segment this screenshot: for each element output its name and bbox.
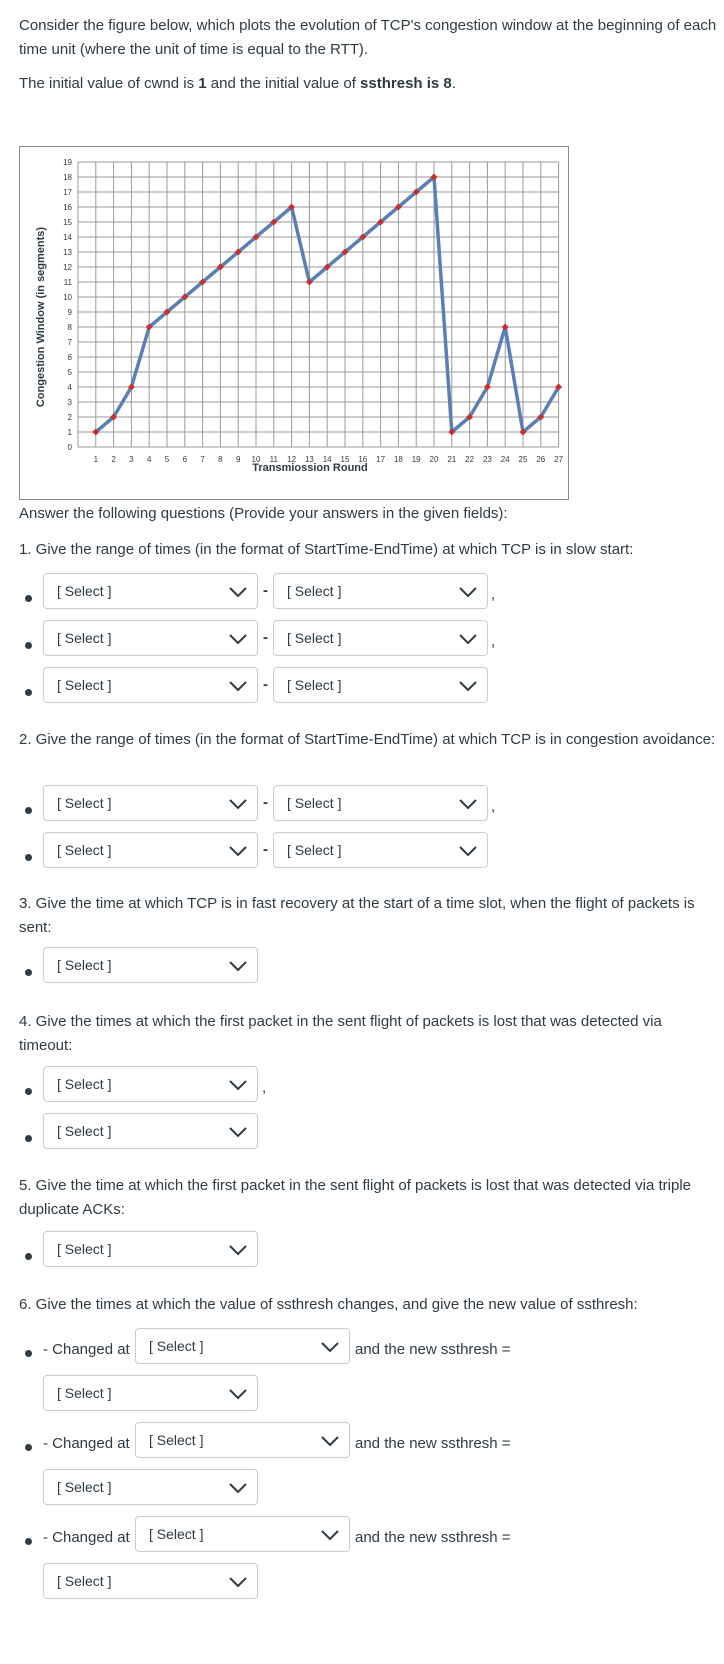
chevron-down-icon bbox=[227, 584, 249, 600]
changed-at-label: - Changed at bbox=[43, 1529, 130, 1546]
cwnd-chart-frame bbox=[19, 146, 569, 500]
y-tick-label: 7 bbox=[67, 338, 72, 347]
chevron-down-icon bbox=[227, 1242, 249, 1258]
x-tick-label: 2 bbox=[111, 455, 116, 464]
bullet bbox=[25, 689, 32, 696]
y-tick-label: 10 bbox=[63, 293, 72, 302]
chevron-down-icon bbox=[457, 678, 479, 694]
question-5: 5. Give the time at which the first packet in the sent flight of packets is lost that was detected via triple duplicate ACKs: bbox=[19, 1177, 691, 1218]
cwnd-chart bbox=[20, 147, 568, 499]
q2-start-select-2[interactable]: [ Select ] bbox=[43, 832, 258, 868]
y-tick-label: 13 bbox=[63, 248, 72, 257]
q1-start-select-2[interactable]: [ Select ] bbox=[43, 620, 258, 656]
chevron-down-icon bbox=[227, 1077, 249, 1093]
x-tick-label: 20 bbox=[429, 455, 439, 464]
bullet bbox=[25, 969, 32, 976]
q6-value-select-2[interactable]: [ Select ] bbox=[43, 1469, 258, 1505]
q2-start-select-1[interactable]: [ Select ] bbox=[43, 785, 258, 821]
chevron-down-icon bbox=[227, 796, 249, 812]
new-ssthresh-label: and the new ssthresh = bbox=[355, 1341, 511, 1358]
chevron-down-icon bbox=[227, 678, 249, 694]
x-tick-label: 13 bbox=[304, 455, 314, 464]
q1-end-select-2[interactable]: [ Select ] bbox=[273, 620, 488, 656]
y-tick-label: 16 bbox=[63, 203, 72, 212]
q3-select[interactable]: [ Select ] bbox=[43, 947, 258, 983]
ssthresh-initial-label: ssthresh is 8 bbox=[360, 75, 452, 92]
y-tick-label: 1 bbox=[67, 428, 72, 437]
chevron-down-icon bbox=[457, 843, 479, 859]
x-tick-label: 14 bbox=[322, 455, 332, 464]
question-3: 3. Give the time at which TCP is in fast recovery at the start of a time slot, when the flight of packets is sent: bbox=[19, 895, 695, 936]
x-tick-label: 16 bbox=[358, 455, 368, 464]
chevron-down-icon bbox=[319, 1339, 341, 1355]
chevron-down-icon bbox=[227, 631, 249, 647]
question-1: 1. Give the range of times (in the format of StartTime-EndTime) at which TCP is in slow start: bbox=[19, 541, 634, 558]
x-tick-label: 10 bbox=[251, 455, 261, 464]
y-tick-label: 19 bbox=[63, 158, 72, 167]
range-dash: - bbox=[263, 794, 268, 811]
chevron-down-icon bbox=[227, 1124, 249, 1140]
x-tick-label: 21 bbox=[447, 455, 457, 464]
bullet bbox=[25, 1350, 32, 1357]
instructions-text: Answer the following questions (Provide your answers in the given fields): bbox=[19, 505, 508, 522]
x-tick-label: 4 bbox=[146, 455, 152, 464]
q2-end-select-1[interactable]: [ Select ] bbox=[273, 785, 488, 821]
bullet bbox=[25, 1088, 32, 1095]
separator-comma: , bbox=[262, 1079, 267, 1096]
y-tick-label: 5 bbox=[67, 368, 72, 377]
separator-comma: , bbox=[491, 798, 496, 815]
x-tick-label: 15 bbox=[340, 455, 350, 464]
chevron-down-icon bbox=[227, 843, 249, 859]
x-tick-label: 6 bbox=[182, 455, 188, 464]
bullet bbox=[25, 854, 32, 861]
bullet bbox=[25, 1253, 32, 1260]
q1-start-select-3[interactable]: [ Select ] bbox=[43, 667, 258, 703]
changed-at-label: - Changed at bbox=[43, 1435, 130, 1452]
chevron-down-icon bbox=[319, 1433, 341, 1449]
q1-end-select-1[interactable]: [ Select ] bbox=[273, 573, 488, 609]
y-tick-label: 12 bbox=[63, 263, 72, 272]
q6-time-select-1[interactable]: [ Select ] bbox=[135, 1328, 350, 1364]
q6-value-select-1[interactable]: [ Select ] bbox=[43, 1375, 258, 1411]
x-tick-label: 24 bbox=[500, 455, 510, 464]
chevron-down-icon bbox=[227, 1480, 249, 1496]
separator-comma: , bbox=[491, 586, 496, 603]
separator-comma: , bbox=[491, 633, 496, 650]
range-dash: - bbox=[263, 676, 268, 693]
chevron-down-icon bbox=[457, 796, 479, 812]
bullet bbox=[25, 807, 32, 814]
q4-select-2[interactable]: [ Select ] bbox=[43, 1113, 258, 1149]
question-4: 4. Give the times at which the first packet in the sent flight of packets is lost that was detected via timeout: bbox=[19, 1013, 662, 1054]
y-tick-label: 18 bbox=[63, 173, 72, 182]
chevron-down-icon bbox=[227, 1386, 249, 1402]
x-tick-label: 17 bbox=[376, 455, 386, 464]
y-tick-label: 15 bbox=[63, 218, 72, 227]
y-axis-title: Congestion Window (in segments) bbox=[35, 226, 47, 408]
cwnd-initial-value: 1 bbox=[198, 75, 207, 92]
q6-time-select-3[interactable]: [ Select ] bbox=[135, 1516, 350, 1552]
x-tick-label: 23 bbox=[482, 455, 492, 464]
bullet bbox=[25, 1538, 32, 1545]
y-tick-label: 9 bbox=[67, 308, 72, 317]
x-tick-label: 7 bbox=[200, 455, 205, 464]
x-tick-label: 5 bbox=[164, 455, 170, 464]
q1-end-select-3[interactable]: [ Select ] bbox=[273, 667, 488, 703]
y-tick-label: 0 bbox=[67, 443, 72, 452]
q6-value-select-3[interactable]: [ Select ] bbox=[43, 1563, 258, 1599]
x-tick-label: 19 bbox=[411, 455, 421, 464]
y-tick-label: 2 bbox=[67, 413, 72, 422]
y-tick-label: 17 bbox=[63, 188, 72, 197]
q4-select-1[interactable]: [ Select ] bbox=[43, 1066, 258, 1102]
bullet bbox=[25, 1444, 32, 1451]
chevron-down-icon bbox=[227, 958, 249, 974]
x-tick-label: 12 bbox=[287, 455, 297, 464]
y-tick-label: 3 bbox=[67, 398, 72, 407]
q6-time-select-2[interactable]: [ Select ] bbox=[135, 1422, 350, 1458]
x-tick-label: 3 bbox=[129, 455, 134, 464]
y-tick-label: 6 bbox=[67, 353, 72, 362]
q1-start-select-1[interactable]: [ Select ] bbox=[43, 573, 258, 609]
y-tick-label: 14 bbox=[63, 233, 72, 242]
new-ssthresh-label: and the new ssthresh = bbox=[355, 1529, 511, 1546]
x-tick-label: 25 bbox=[518, 455, 528, 464]
range-dash: - bbox=[263, 582, 268, 599]
x-tick-label: 18 bbox=[393, 455, 403, 464]
question-6: 6. Give the times at which the value of ssthresh changes, and give the new value of ssthresh: bbox=[19, 1296, 638, 1313]
x-tick-label: 22 bbox=[465, 455, 475, 464]
chevron-down-icon bbox=[227, 1574, 249, 1590]
x-axis-title: Transmiossion Round bbox=[252, 462, 368, 474]
chevron-down-icon bbox=[457, 631, 479, 647]
range-dash: - bbox=[263, 841, 268, 858]
x-tick-label: 27 bbox=[554, 455, 564, 464]
y-tick-label: 11 bbox=[63, 278, 72, 287]
bullet bbox=[25, 595, 32, 602]
question-2: 2. Give the range of times (in the format of StartTime-EndTime) at which TCP is in congestion avoidance: bbox=[19, 731, 716, 748]
x-tick-label: 11 bbox=[269, 455, 278, 464]
q2-end-select-2[interactable]: [ Select ] bbox=[273, 832, 488, 868]
x-tick-label: 9 bbox=[235, 455, 241, 464]
y-tick-label: 4 bbox=[67, 383, 72, 392]
initial-values-text: The initial value of cwnd is 1 and the initial value of ssthresh is 8. bbox=[19, 75, 456, 92]
x-tick-label: 26 bbox=[536, 455, 546, 464]
bullet bbox=[25, 1135, 32, 1142]
new-ssthresh-label: and the new ssthresh = bbox=[355, 1435, 511, 1452]
x-tick-label: 8 bbox=[218, 455, 223, 464]
range-dash: - bbox=[263, 629, 268, 646]
y-tick-label: 8 bbox=[67, 323, 72, 332]
changed-at-label: - Changed at bbox=[43, 1341, 130, 1358]
chevron-down-icon bbox=[319, 1527, 341, 1543]
intro-text: Consider the figure below, which plots the evolution of TCP's congestion window at the beginning of each time unit (where the unit of time is equal to the RTT). bbox=[19, 17, 717, 58]
chevron-down-icon bbox=[457, 584, 479, 600]
x-tick-label: 1 bbox=[93, 455, 99, 464]
q5-select[interactable]: [ Select ] bbox=[43, 1231, 258, 1267]
bullet bbox=[25, 642, 32, 649]
